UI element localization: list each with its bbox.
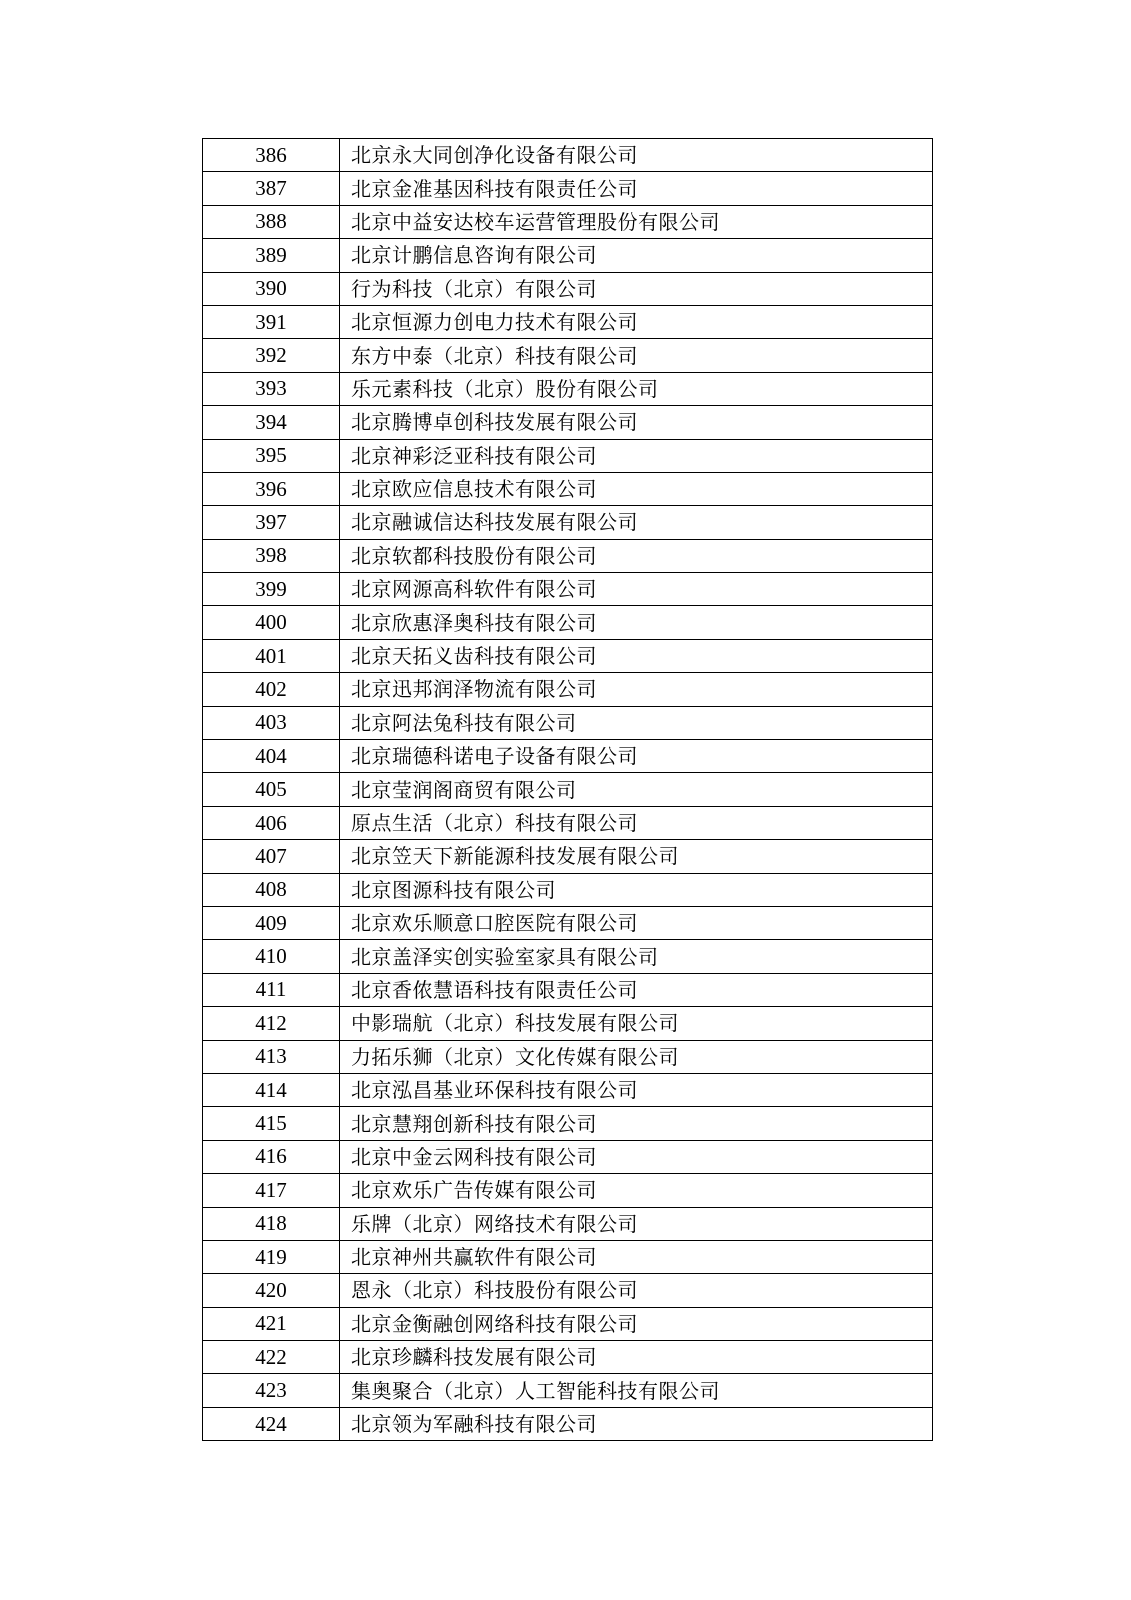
row-number-cell: 410 [203,940,340,973]
table-row [203,1307,933,1340]
company-name-cell: 北京欧应信息技术有限公司 [340,472,933,505]
table-row [203,139,933,172]
company-name-cell: 北京欢乐顺意口腔医院有限公司 [340,906,933,939]
table-row [203,940,933,973]
table-row [203,1073,933,1106]
table-row [203,706,933,739]
company-name-cell: 北京欣惠泽奥科技有限公司 [340,606,933,639]
company-name-cell: 北京金衡融创网络科技有限公司 [340,1307,933,1340]
row-number-cell: 392 [203,339,340,372]
row-number-cell: 397 [203,506,340,539]
company-name-cell: 北京阿法兔科技有限公司 [340,706,933,739]
table-row [203,1107,933,1140]
table-row [203,673,933,706]
row-number-cell: 411 [203,973,340,1006]
row-number-cell: 408 [203,873,340,906]
company-name-cell: 北京恒源力创电力技术有限公司 [340,305,933,338]
company-name-cell: 北京莹润阁商贸有限公司 [340,773,933,806]
table-row [203,906,933,939]
row-number-cell: 404 [203,740,340,773]
table-row [203,740,933,773]
row-number-cell: 421 [203,1307,340,1340]
row-number-cell: 416 [203,1140,340,1173]
row-number-cell: 395 [203,439,340,472]
company-name-cell: 北京神彩泛亚科技有限公司 [340,439,933,472]
row-number-cell: 398 [203,539,340,572]
row-number-cell: 405 [203,773,340,806]
row-number-cell: 418 [203,1207,340,1240]
table-row [203,1207,933,1240]
company-name-cell: 北京融诚信达科技发展有限公司 [340,506,933,539]
table-row [203,239,933,272]
company-name-cell: 北京天拓义齿科技有限公司 [340,639,933,672]
company-name-cell: 乐元素科技（北京）股份有限公司 [340,372,933,405]
row-number-cell: 400 [203,606,340,639]
table-row [203,1374,933,1407]
company-name-cell: 北京软都科技股份有限公司 [340,539,933,572]
table-row [203,873,933,906]
company-name-cell: 力拓乐狮（北京）文化传媒有限公司 [340,1040,933,1073]
company-name-cell: 东方中泰（北京）科技有限公司 [340,339,933,372]
table-row [203,806,933,839]
company-name-cell: 北京腾博卓创科技发展有限公司 [340,406,933,439]
company-name-cell: 北京瑞德科诺电子设备有限公司 [340,740,933,773]
row-number-cell: 412 [203,1007,340,1040]
row-number-cell: 424 [203,1407,340,1440]
table-row [203,606,933,639]
company-name-cell: 北京盖泽实创实验室家具有限公司 [340,940,933,973]
row-number-cell: 399 [203,573,340,606]
table-row [203,773,933,806]
table-row [203,506,933,539]
row-number-cell: 393 [203,372,340,405]
table-row [203,539,933,572]
row-number-cell: 389 [203,239,340,272]
row-number-cell: 422 [203,1341,340,1374]
company-name-cell: 北京网源高科软件有限公司 [340,573,933,606]
table-row [203,272,933,305]
table-row [203,1240,933,1273]
company-name-cell: 北京图源科技有限公司 [340,873,933,906]
table-row [203,573,933,606]
company-name-cell: 北京慧翔创新科技有限公司 [340,1107,933,1140]
table-row [203,1140,933,1173]
row-number-cell: 386 [203,139,340,172]
company-list-table [202,138,933,1441]
row-number-cell: 413 [203,1040,340,1073]
table-row [203,205,933,238]
company-name-cell: 北京笠天下新能源科技发展有限公司 [340,840,933,873]
company-name-cell: 恩永（北京）科技股份有限公司 [340,1274,933,1307]
company-name-cell: 北京香侬慧语科技有限责任公司 [340,973,933,1006]
company-name-cell: 北京迅邦润泽物流有限公司 [340,673,933,706]
row-number-cell: 387 [203,172,340,205]
table-row [203,1341,933,1374]
table-row [203,1174,933,1207]
row-number-cell: 406 [203,806,340,839]
company-name-cell: 北京永大同创净化设备有限公司 [340,139,933,172]
table-row [203,305,933,338]
company-name-cell: 北京中益安达校车运营管理股份有限公司 [340,205,933,238]
row-number-cell: 407 [203,840,340,873]
company-name-cell: 北京珍麟科技发展有限公司 [340,1341,933,1374]
row-number-cell: 394 [203,406,340,439]
table-row [203,639,933,672]
table-row [203,1274,933,1307]
row-number-cell: 396 [203,472,340,505]
company-name-cell: 北京计鹏信息咨询有限公司 [340,239,933,272]
row-number-cell: 409 [203,906,340,939]
table-row [203,973,933,1006]
row-number-cell: 414 [203,1073,340,1106]
table-row [203,1407,933,1440]
company-name-cell: 乐牌（北京）网络技术有限公司 [340,1207,933,1240]
company-name-cell: 北京中金云网科技有限公司 [340,1140,933,1173]
company-name-cell: 北京欢乐广告传媒有限公司 [340,1174,933,1207]
table-row [203,406,933,439]
company-name-cell: 北京金准基因科技有限责任公司 [340,172,933,205]
company-name-cell: 北京领为军融科技有限公司 [340,1407,933,1440]
row-number-cell: 388 [203,205,340,238]
company-name-cell: 原点生活（北京）科技有限公司 [340,806,933,839]
row-number-cell: 390 [203,272,340,305]
row-number-cell: 423 [203,1374,340,1407]
company-name-cell: 中影瑞航（北京）科技发展有限公司 [340,1007,933,1040]
table-body [203,139,933,1441]
company-name-cell: 行为科技（北京）有限公司 [340,272,933,305]
company-name-cell: 北京神州共赢软件有限公司 [340,1240,933,1273]
table-row [203,172,933,205]
row-number-cell: 402 [203,673,340,706]
row-number-cell: 419 [203,1240,340,1273]
table-row [203,1007,933,1040]
table-row [203,472,933,505]
row-number-cell: 391 [203,305,340,338]
row-number-cell: 420 [203,1274,340,1307]
row-number-cell: 403 [203,706,340,739]
company-name-cell: 北京泓昌基业环保科技有限公司 [340,1073,933,1106]
row-number-cell: 401 [203,639,340,672]
table-row [203,339,933,372]
company-name-cell: 集奥聚合（北京）人工智能科技有限公司 [340,1374,933,1407]
table-row [203,439,933,472]
table-row [203,1040,933,1073]
row-number-cell: 415 [203,1107,340,1140]
table-row [203,840,933,873]
row-number-cell: 417 [203,1174,340,1207]
table-row [203,372,933,405]
